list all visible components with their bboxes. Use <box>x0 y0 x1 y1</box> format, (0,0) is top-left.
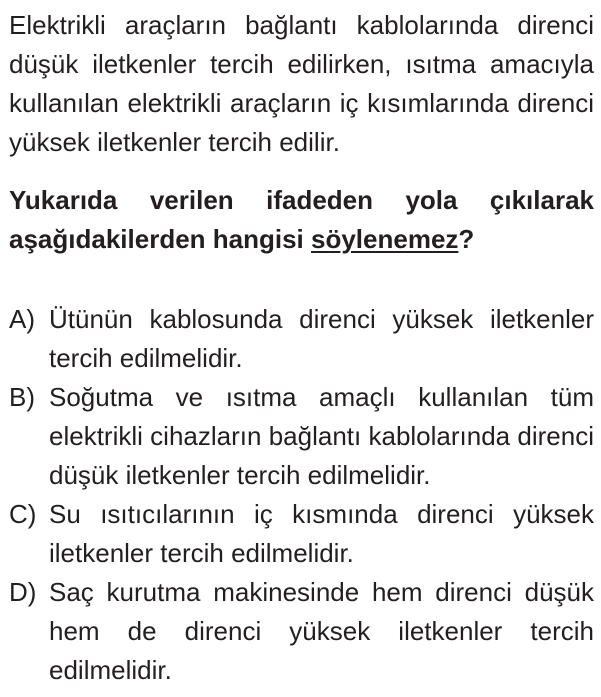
choice-c-text: Su ısıtıcılarının iç kısmında direnci yüksek iletkenler tercih edilmelidir. <box>49 499 594 568</box>
choice-b[interactable] <box>9 378 594 495</box>
answer-choices <box>9 300 594 690</box>
choice-c-letter: C) <box>9 499 37 529</box>
choice-a[interactable] <box>9 300 594 378</box>
choice-d-text: Saç kurutma makinesinde hem direnci düşük hem de direnci yüksek iletkenler tercih edilmelidir. <box>49 577 594 685</box>
question-stem <box>9 181 594 259</box>
choice-a-letter: A) <box>9 304 35 334</box>
choice-b-letter: B) <box>9 382 35 412</box>
choice-c[interactable] <box>9 495 594 573</box>
question-stem-start: Yukarıda verilen ifadeden yola çıkılarak aşağıdakilerden hangisi <box>9 185 594 254</box>
passage-text: Elektrikli araçların bağlantı kablolarında direnci düşük iletkenler tercih edilirken, ısıtma amacıyla kullanılan elektrikli araçların iç kısımlarında direnci yüksek iletkenler tercih edilir. <box>9 10 594 157</box>
choice-d-letter: D) <box>9 577 37 607</box>
choice-d[interactable] <box>9 573 594 690</box>
choice-a-text: Ütünün kablosunda direnci yüksek iletkenler tercih edilmelidir. <box>49 304 594 373</box>
question-emphasis: söylenemez <box>311 224 459 254</box>
choice-b-text: Soğutma ve ısıtma amaçlı kullanılan tüm elektrikli cihazların bağlantı kablolarında direnci düşük iletkenler tercih edilmelidir. <box>49 382 594 490</box>
question-stem-end: ? <box>458 224 475 254</box>
